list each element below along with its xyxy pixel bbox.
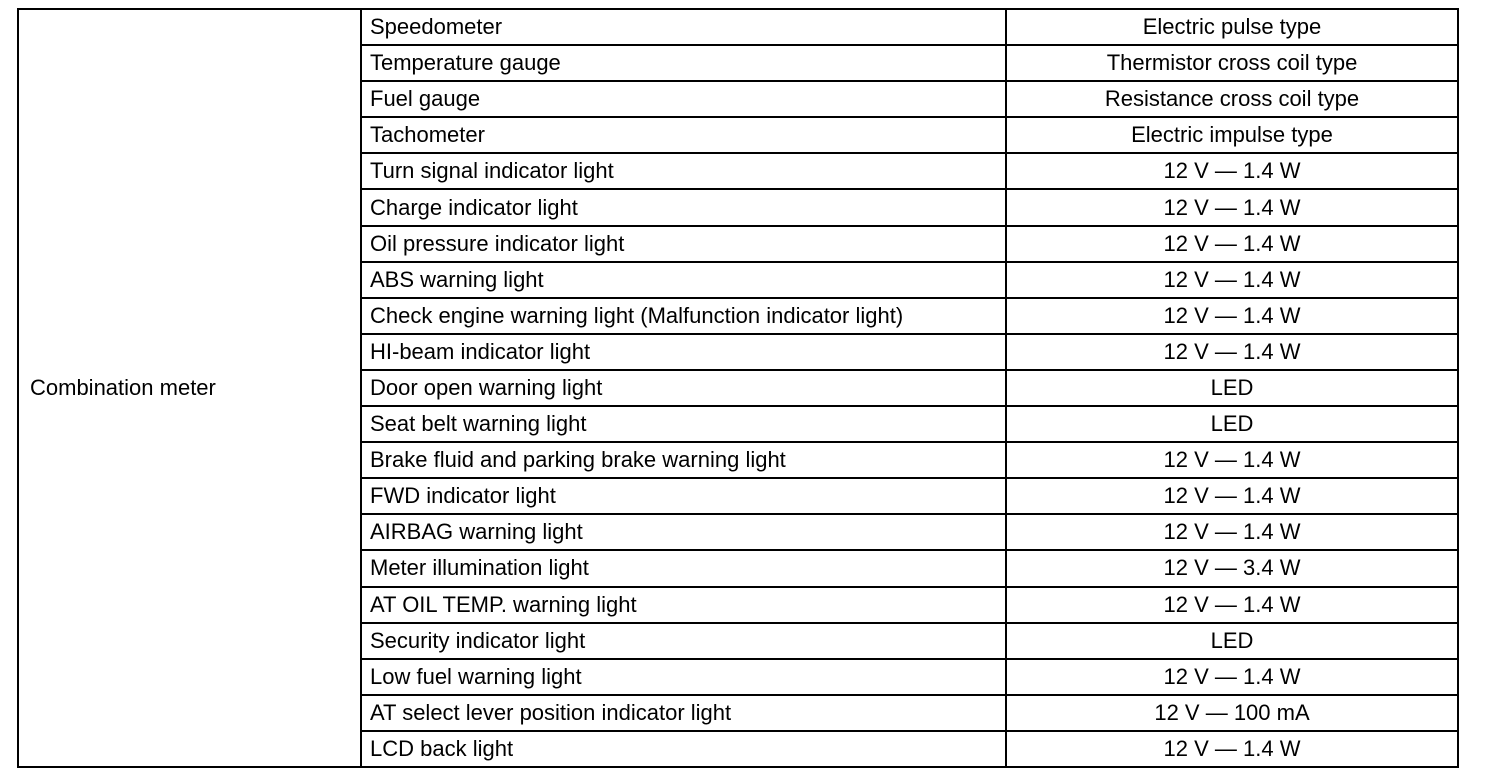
value-cell: Electric pulse type bbox=[1006, 9, 1458, 45]
value-cell: LED bbox=[1006, 406, 1458, 442]
item-cell: Temperature gauge bbox=[361, 45, 1006, 81]
value-cell: 12 V — 1.4 W bbox=[1006, 478, 1458, 514]
value-cell: Resistance cross coil type bbox=[1006, 81, 1458, 117]
group-label-cell: Combination meter bbox=[18, 9, 361, 767]
spec-table-body bbox=[18, 9, 1458, 767]
value-cell: 12 V — 1.4 W bbox=[1006, 262, 1458, 298]
item-cell: HI-beam indicator light bbox=[361, 334, 1006, 370]
value-cell: 12 V — 1.4 W bbox=[1006, 659, 1458, 695]
value-cell: 12 V — 1.4 W bbox=[1006, 334, 1458, 370]
combination-meter-spec-table bbox=[17, 8, 1459, 768]
value-cell: 12 V — 1.4 W bbox=[1006, 514, 1458, 550]
item-cell: Oil pressure indicator light bbox=[361, 226, 1006, 262]
item-cell: Speedometer bbox=[361, 9, 1006, 45]
value-cell: 12 V — 1.4 W bbox=[1006, 298, 1458, 334]
item-cell: AT select lever position indicator light bbox=[361, 695, 1006, 731]
item-cell: Low fuel warning light bbox=[361, 659, 1006, 695]
item-cell: AIRBAG warning light bbox=[361, 514, 1006, 550]
item-cell: LCD back light bbox=[361, 731, 1006, 767]
value-cell: LED bbox=[1006, 623, 1458, 659]
item-cell: Door open warning light bbox=[361, 370, 1006, 406]
value-cell: Electric impulse type bbox=[1006, 117, 1458, 153]
value-cell: 12 V — 100 mA bbox=[1006, 695, 1458, 731]
value-cell: 12 V — 1.4 W bbox=[1006, 189, 1458, 225]
table-row bbox=[18, 9, 1458, 45]
item-cell: Brake fluid and parking brake warning light bbox=[361, 442, 1006, 478]
item-cell: ABS warning light bbox=[361, 262, 1006, 298]
item-cell: AT OIL TEMP. warning light bbox=[361, 587, 1006, 623]
item-cell: Turn signal indicator light bbox=[361, 153, 1006, 189]
value-cell: Thermistor cross coil type bbox=[1006, 45, 1458, 81]
value-cell: 12 V — 1.4 W bbox=[1006, 153, 1458, 189]
item-cell: FWD indicator light bbox=[361, 478, 1006, 514]
item-cell: Fuel gauge bbox=[361, 81, 1006, 117]
value-cell: 12 V — 1.4 W bbox=[1006, 442, 1458, 478]
item-cell: Seat belt warning light bbox=[361, 406, 1006, 442]
value-cell: 12 V — 1.4 W bbox=[1006, 226, 1458, 262]
item-cell: Meter illumination light bbox=[361, 550, 1006, 586]
item-cell: Charge indicator light bbox=[361, 189, 1006, 225]
item-cell: Security indicator light bbox=[361, 623, 1006, 659]
value-cell: 12 V — 3.4 W bbox=[1006, 550, 1458, 586]
item-cell: Check engine warning light (Malfunction indicator light) bbox=[361, 298, 1006, 334]
value-cell: 12 V — 1.4 W bbox=[1006, 587, 1458, 623]
value-cell: LED bbox=[1006, 370, 1458, 406]
item-cell: Tachometer bbox=[361, 117, 1006, 153]
value-cell: 12 V — 1.4 W bbox=[1006, 731, 1458, 767]
